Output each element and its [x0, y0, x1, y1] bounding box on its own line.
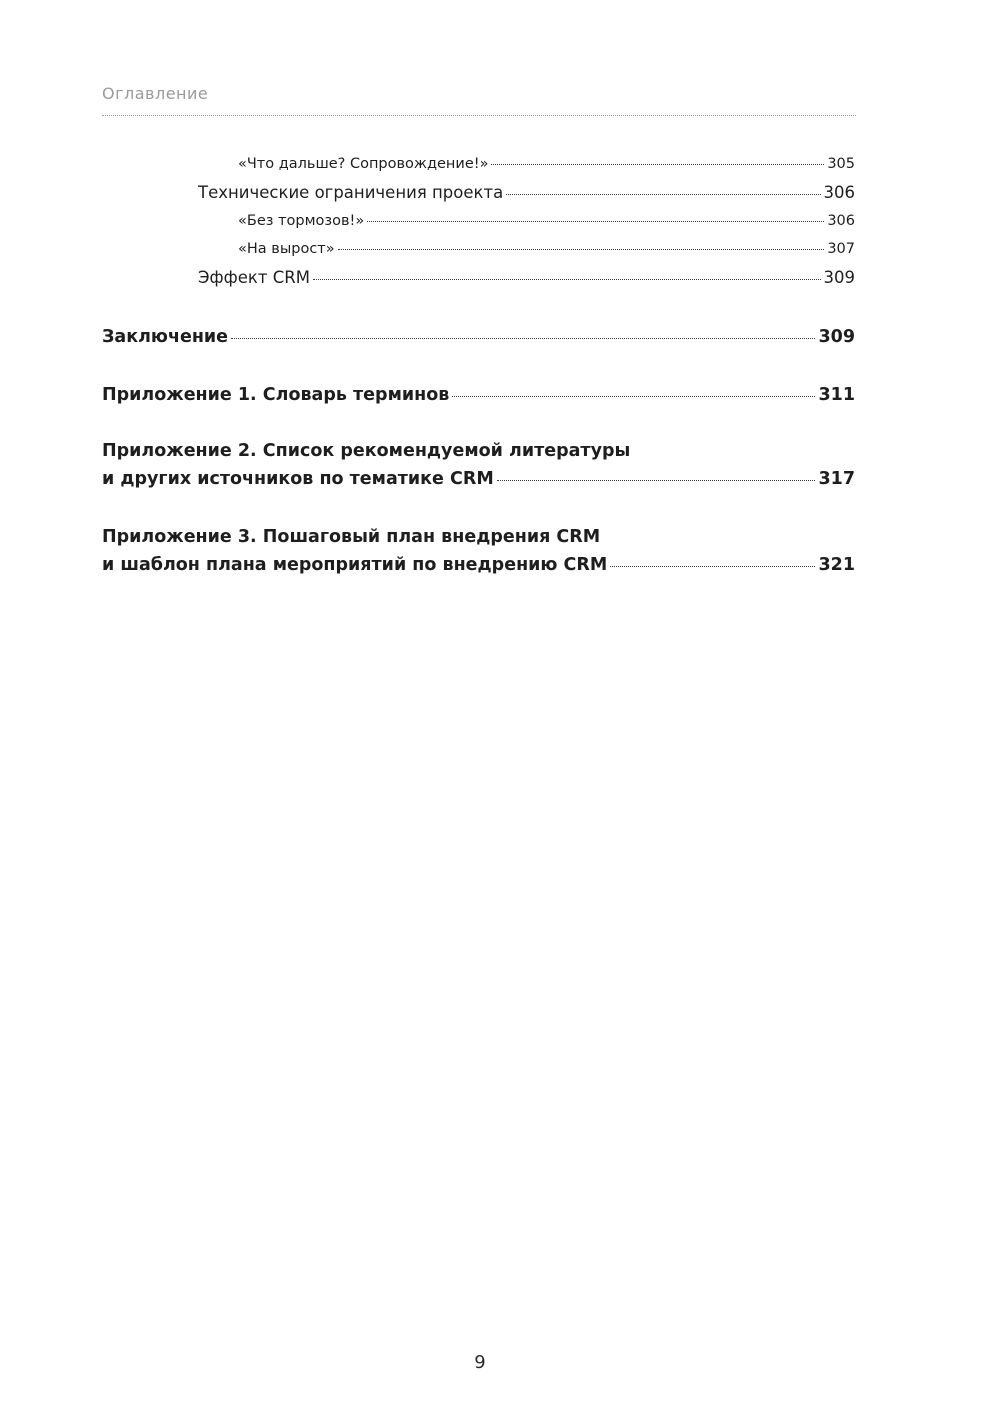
toc-entry-appendix[interactable]: [102, 523, 855, 579]
toc-entry[interactable]: [238, 241, 855, 257]
dot-leader: [452, 396, 815, 397]
running-head-title: Оглавление: [102, 84, 209, 103]
toc-entry-title: «Что дальше? Сопровождение!»: [238, 156, 489, 172]
toc-entry-chapter[interactable]: [102, 323, 855, 351]
toc-entry-title: «Без тормозов!»: [238, 213, 365, 229]
toc-entry-page: 306: [827, 213, 855, 229]
toc-entry-title: «На вырост»: [238, 241, 335, 257]
toc-entry-page: 305: [827, 156, 855, 172]
toc-entry-appendix[interactable]: [102, 381, 855, 409]
toc-entry-title-line: Приложение 3. Пошаговый план внедрения CRM: [102, 527, 601, 547]
toc-entry[interactable]: [238, 213, 855, 229]
toc-entry-title: Заключение: [102, 327, 229, 347]
toc-entry-page: 321: [818, 555, 855, 575]
dot-leader: [231, 338, 815, 339]
toc-entry-title-line: и шаблон плана мероприятий по внедрению CRM: [102, 555, 608, 575]
dot-leader: [367, 221, 824, 222]
page-number: 9: [474, 1352, 486, 1373]
dot-leader: [506, 194, 820, 195]
dot-leader: [338, 249, 825, 250]
toc-entry[interactable]: [198, 183, 855, 202]
toc-entry-title: Технические ограничения проекта: [198, 183, 504, 202]
toc-entry-title: Приложение 1. Словарь терминов: [102, 385, 450, 405]
toc-entry-appendix[interactable]: [102, 437, 855, 493]
toc-entry-title: Эффект CRM: [198, 268, 310, 287]
toc-entry-page: 309: [818, 327, 855, 347]
toc-entry-title-line: Приложение 2. Список рекомендуемой литературы: [102, 441, 631, 461]
toc-entry[interactable]: [238, 156, 855, 172]
toc-entry-page: 309: [823, 268, 855, 287]
toc-entry-page: 317: [818, 469, 855, 489]
dot-leader: [497, 480, 816, 481]
toc-entry[interactable]: [198, 268, 855, 287]
dot-leader: [491, 164, 824, 165]
header-divider: [102, 115, 856, 116]
dot-leader: [610, 566, 815, 567]
toc-entry-page: 311: [818, 385, 855, 405]
dot-leader: [313, 279, 821, 280]
toc-entry-page: 307: [827, 241, 855, 257]
toc-entry-title-line: и других источников по тематике CRM: [102, 469, 494, 489]
toc-entry-page: 306: [823, 183, 855, 202]
